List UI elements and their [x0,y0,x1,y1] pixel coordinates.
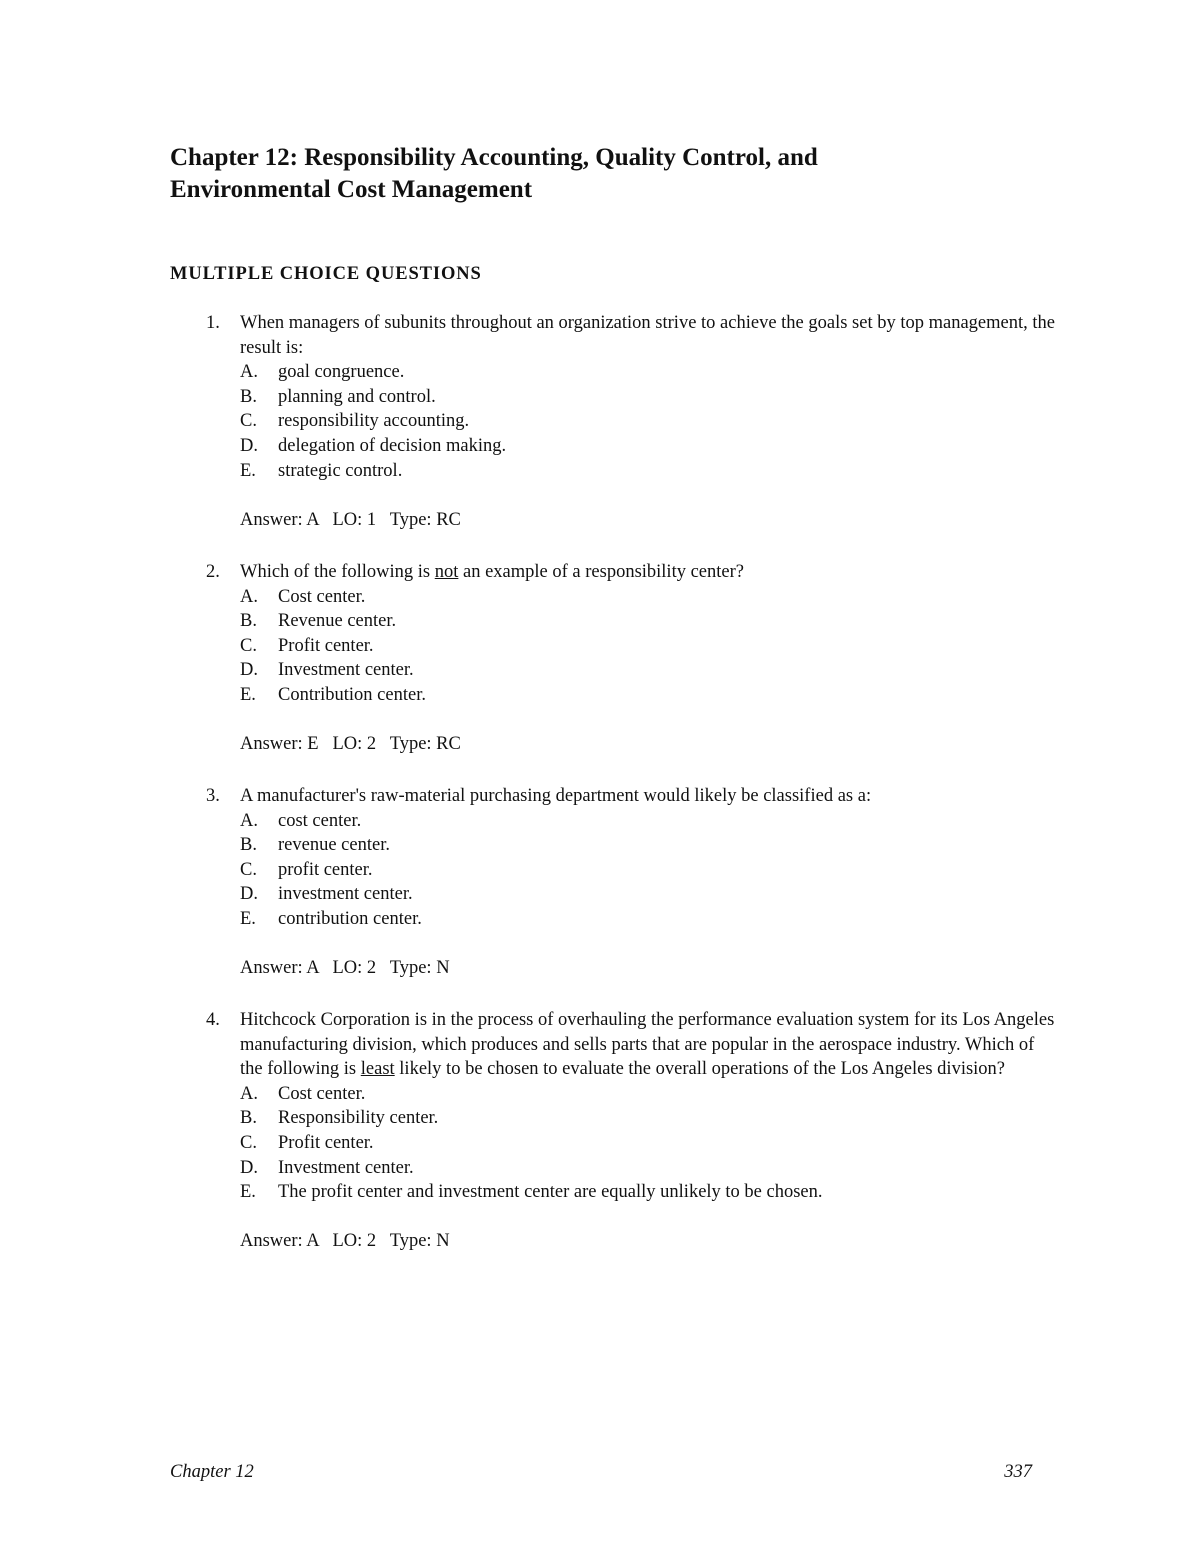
question-number: 3. [206,786,220,806]
option-letter: C. [240,859,257,880]
option-text: Investment center. [278,1157,414,1178]
answer-line: Answer: E LO: 2 Type: RC [240,734,461,755]
option-text: Profit center. [278,635,374,656]
question-1 [170,311,1070,532]
question-stem-before: Hitchcock Corporation is in the process of overhauling the performance evaluation system for its Los Angeles manufacturing division, which produces and sells parts that are popular in the aerospace industry. Which of the following is [240,1010,1055,1080]
option-list [240,360,1070,483]
option-d [240,1156,1070,1181]
option-letter: B. [240,835,257,856]
option-letter: C. [240,635,257,656]
option-b [240,609,1070,634]
chapter-title [170,142,1070,206]
question-stem-after: likely to be chosen to evaluate the overall operations of the Los Angeles division? [394,1059,1006,1080]
option-letter: D. [240,884,258,905]
option-d [240,658,1070,683]
option-text: Cost center. [278,1083,366,1104]
question-stem-before: Which of the following is [240,562,435,582]
option-a [240,360,1070,385]
option-letter: B. [240,1108,257,1129]
section-heading: MULTIPLE CHOICE QUESTIONS [170,264,482,284]
option-c [240,1131,1070,1156]
chapter-title-line-1: Chapter 12: Responsibility Accounting, Quality Control, and [170,144,818,171]
question-stem [240,1008,1060,1082]
option-text: Investment center. [278,660,414,681]
option-b [240,833,1070,858]
option-text: cost center. [278,810,362,831]
option-text: goal congruence. [278,362,405,383]
option-letter: A. [240,1083,258,1104]
question-3 [170,784,1070,981]
option-text: revenue center. [278,835,390,856]
question-2 [170,560,1070,757]
option-letter: B. [240,386,257,407]
question-stem: When managers of subunits throughout an organization strive to achieve the goals set by top management, the result is: [240,313,1055,358]
question-stem-emphasis: least [360,1059,395,1080]
option-b [240,1106,1070,1131]
option-letter: A. [240,810,258,831]
option-text: responsibility accounting. [278,411,470,432]
option-e [240,1180,1070,1205]
option-letter: D. [240,1157,258,1178]
option-text: delegation of decision making. [278,435,507,456]
option-letter: E. [240,908,256,929]
question-number: 4. [206,1010,220,1030]
option-text: Profit center. [278,1132,374,1153]
option-letter: A. [240,586,258,607]
option-text: Responsibility center. [278,1108,439,1129]
question-stem-emphasis: not [434,562,459,582]
option-e [240,683,1070,708]
question-number: 1. [206,313,220,333]
option-list [240,585,1070,708]
option-c [240,409,1070,434]
chapter-title-line-2: Environmental Cost Management [170,176,533,203]
answer-line: Answer: A LO: 2 Type: N [240,958,450,979]
question-4 [170,1008,1070,1254]
option-b [240,385,1070,410]
option-text: investment center. [278,884,413,905]
option-letter: C. [240,1132,257,1153]
option-c [240,634,1070,659]
option-d [240,434,1070,459]
question-number: 2. [206,562,220,582]
option-text: profit center. [278,859,373,880]
option-letter: E. [240,684,256,705]
answer-line: Answer: A LO: 2 Type: N [240,1231,450,1252]
option-a [240,1082,1070,1107]
option-letter: C. [240,411,257,432]
option-text: Cost center. [278,586,366,607]
option-e [240,459,1070,484]
option-text: contribution center. [278,908,422,929]
footer-page-number: 337 [1004,1462,1032,1482]
question-stem-after: an example of a responsibility center? [458,562,744,582]
question-stem [240,560,1060,585]
option-text: Contribution center. [278,684,426,705]
answer-line: Answer: A LO: 1 Type: RC [240,509,461,530]
option-text: The profit center and investment center are equally unlikely to be chosen. [278,1182,823,1203]
option-text: planning and control. [278,386,436,407]
option-a [240,809,1070,834]
footer-chapter-label: Chapter 12 [170,1462,254,1482]
option-letter: B. [240,611,257,632]
option-letter: A. [240,362,258,383]
option-list [240,1082,1070,1205]
option-a [240,585,1070,610]
option-letter: D. [240,660,258,681]
option-letter: E. [240,1182,256,1203]
question-stem: A manufacturer's raw-material purchasing department would likely be classified as a: [240,786,872,806]
option-letter: E. [240,460,256,481]
option-c [240,858,1070,883]
option-d [240,882,1070,907]
option-letter: D. [240,435,258,456]
option-text: strategic control. [278,460,403,481]
option-e [240,907,1070,932]
option-text: Revenue center. [278,611,397,632]
option-list [240,809,1070,932]
